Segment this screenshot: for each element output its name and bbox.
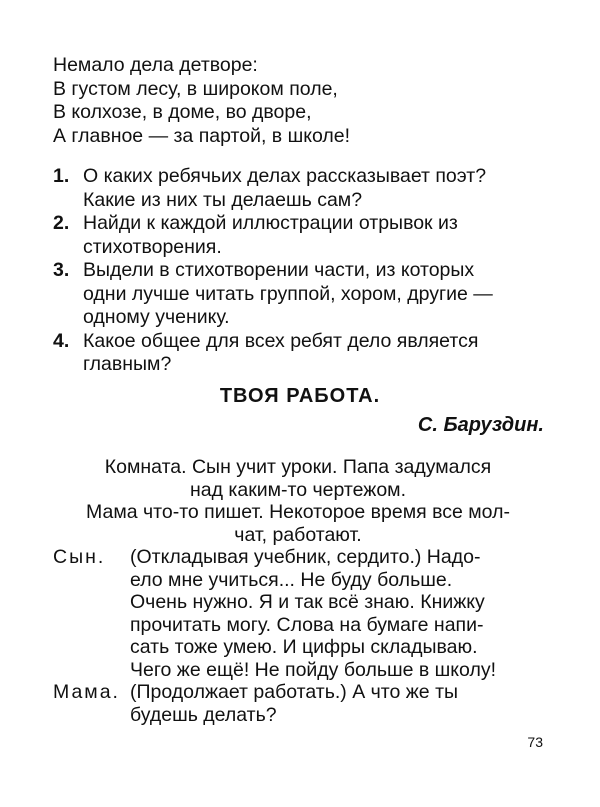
story-author: С. Баруздин.	[417, 414, 544, 436]
dialogue-line: Чего же ещё! Не пойду больше в школу!	[130, 658, 497, 681]
question-number: 4.	[53, 329, 70, 352]
stage-direction: чат, работают.	[234, 523, 362, 546]
dialogue-line: (Откладывая учебник, сердито.) Надо-	[130, 546, 481, 568]
question-1	[53, 165, 543, 212]
question-number: 3.	[53, 259, 70, 281]
question-line: Какие из них ты делаешь сам?	[83, 188, 363, 211]
question-3	[53, 259, 543, 330]
dialogue-line: ело мне учиться... Не буду больше.	[130, 568, 453, 591]
story-title: ТВОЯ РАБОТА.	[219, 385, 381, 407]
dialogue-mom	[53, 681, 543, 726]
question-line: одному ученику.	[83, 306, 230, 328]
page-number: 73	[527, 734, 543, 750]
question-line: одни лучше читать группой, хором, другие —	[83, 282, 493, 305]
question-number: 2.	[53, 212, 70, 234]
dialogue-line: прочитать могу. Слова на бумаге напи-	[130, 613, 484, 636]
question-line: Какое общее для всех ребят дело является	[83, 329, 479, 352]
question-line: главным?	[83, 353, 172, 375]
poem-line: В густом лесу, в широком поле,	[53, 77, 338, 100]
poem-line: Немало дела детворе:	[53, 54, 258, 76]
dialogue-line: (Продолжает работать.) А что же ты	[130, 681, 459, 703]
dialogue-line: будешь делать?	[130, 703, 277, 726]
questions-list	[53, 165, 543, 377]
dialogue-line: сать тоже умею. И цифры складываю.	[130, 636, 478, 658]
poem	[53, 54, 553, 148]
stage-direction: над каким-то чертежом.	[190, 478, 406, 501]
speaker-name: Мама.	[53, 681, 120, 703]
question-line: Найди к каждой иллюстрации отрывок из	[83, 212, 458, 234]
stage-direction: Комната. Сын учит уроки. Папа задумался	[104, 456, 492, 478]
poem-line: В колхозе, в доме, во дворе,	[53, 101, 312, 123]
question-line: стихотворения.	[83, 235, 222, 258]
speaker-name: Сын.	[53, 546, 106, 568]
question-4	[53, 330, 543, 377]
dialogue-son	[53, 546, 543, 681]
question-number: 1.	[53, 165, 70, 187]
play-text	[53, 456, 543, 726]
stage-direction: Мама что-то пишет. Некоторое время все мол-	[86, 501, 510, 523]
poem-line: А главное — за партой, в школе!	[53, 124, 351, 147]
question-line: О каких ребячьих делах рассказывает поэт?	[83, 165, 487, 187]
question-2	[53, 212, 543, 259]
dialogue-line: Очень нужно. Я и так всё знаю. Книжку	[130, 591, 485, 613]
question-line: Выдели в стихотворении части, из которых	[83, 259, 475, 281]
